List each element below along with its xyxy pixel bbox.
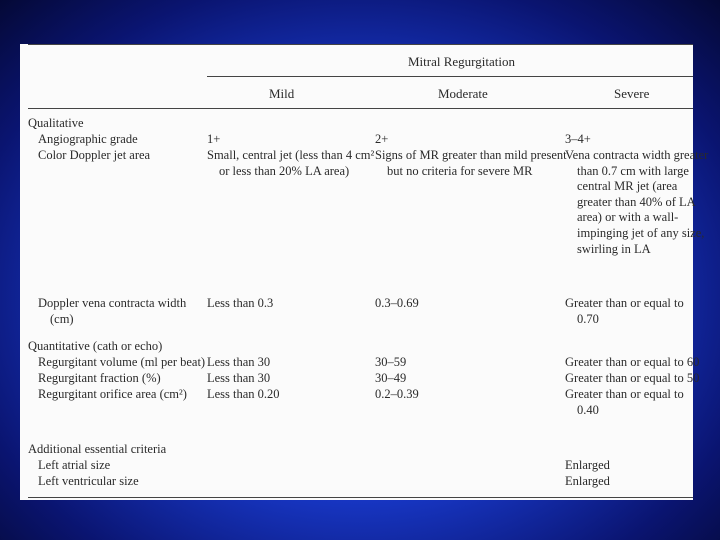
cell-severe: Greater than or equal to 60 xyxy=(565,355,700,369)
cell-severe: central MR jet (area xyxy=(577,179,678,194)
cell-mild: Less than 30 xyxy=(207,371,271,385)
row-label: Left atrial size xyxy=(38,458,111,472)
cell-severe: Greater than or equal to xyxy=(565,387,684,401)
row-label: Doppler vena contracta width xyxy=(38,296,187,310)
section-title: Qualitative xyxy=(28,116,84,130)
cell-severe: than 0.7 cm with large xyxy=(577,163,689,178)
cell-mild: Less than 0.3 xyxy=(207,296,274,310)
cell-mild: Small, central jet (less than 4 cm² xyxy=(207,148,375,162)
cell-moderate: 0.3–0.69 xyxy=(375,296,419,310)
table-panel xyxy=(20,44,709,500)
cell-severe: 3–4+ xyxy=(565,132,591,146)
cell-severe: 0.40 xyxy=(577,402,599,417)
cell-severe: area) or with a wall- xyxy=(577,210,679,225)
cell-severe: Greater than or equal to 50 xyxy=(565,371,700,385)
cell-severe: impinging jet of any size, xyxy=(577,226,705,240)
column-header-mild: Mild xyxy=(269,86,295,101)
cell-moderate: 30–49 xyxy=(375,371,407,385)
row-label: Angiographic grade xyxy=(38,132,138,146)
section-title: Quantitative (cath or echo) xyxy=(28,339,163,353)
row-label: Regurgitant volume (ml per beat) xyxy=(38,355,206,369)
column-header-severe: Severe xyxy=(614,86,650,101)
header-bottom-rule xyxy=(28,108,693,109)
bottom-rule xyxy=(28,497,693,498)
cell-severe: greater than 40% of LA xyxy=(577,194,696,209)
cell-moderate: but no criteria for severe MR xyxy=(387,163,533,178)
cell-severe: Enlarged xyxy=(565,474,610,488)
column-header-moderate: Moderate xyxy=(438,86,488,101)
cell-moderate: 2+ xyxy=(375,132,389,146)
cell-mild: or less than 20% LA area) xyxy=(219,163,350,178)
cell-moderate: 30–59 xyxy=(375,355,407,369)
group-header: Mitral Regurgitation xyxy=(408,54,515,69)
cell-severe: Vena contracta width greater xyxy=(565,148,709,162)
cell-mild: Less than 30 xyxy=(207,355,271,369)
cell-moderate: Signs of MR greater than mild present xyxy=(375,148,567,162)
cell-severe: Enlarged xyxy=(565,458,610,472)
row-label: Regurgitant fraction (%) xyxy=(38,371,161,385)
cell-severe: swirling in LA xyxy=(577,241,651,256)
top-rule xyxy=(28,44,693,45)
section-title: Additional essential criteria xyxy=(28,442,167,456)
cell-severe: Greater than or equal to xyxy=(565,296,684,310)
cell-mild: Less than 0.20 xyxy=(207,387,280,401)
group-header-rule xyxy=(207,76,693,77)
row-label: Color Doppler jet area xyxy=(38,148,151,162)
cell-severe: 0.70 xyxy=(577,311,599,326)
row-label: Regurgitant orifice area (cm²) xyxy=(38,387,187,401)
cell-mild: 1+ xyxy=(207,132,221,146)
row-label: (cm) xyxy=(50,311,74,326)
cell-moderate: 0.2–0.39 xyxy=(375,387,419,401)
row-label: Left ventricular size xyxy=(38,474,139,488)
